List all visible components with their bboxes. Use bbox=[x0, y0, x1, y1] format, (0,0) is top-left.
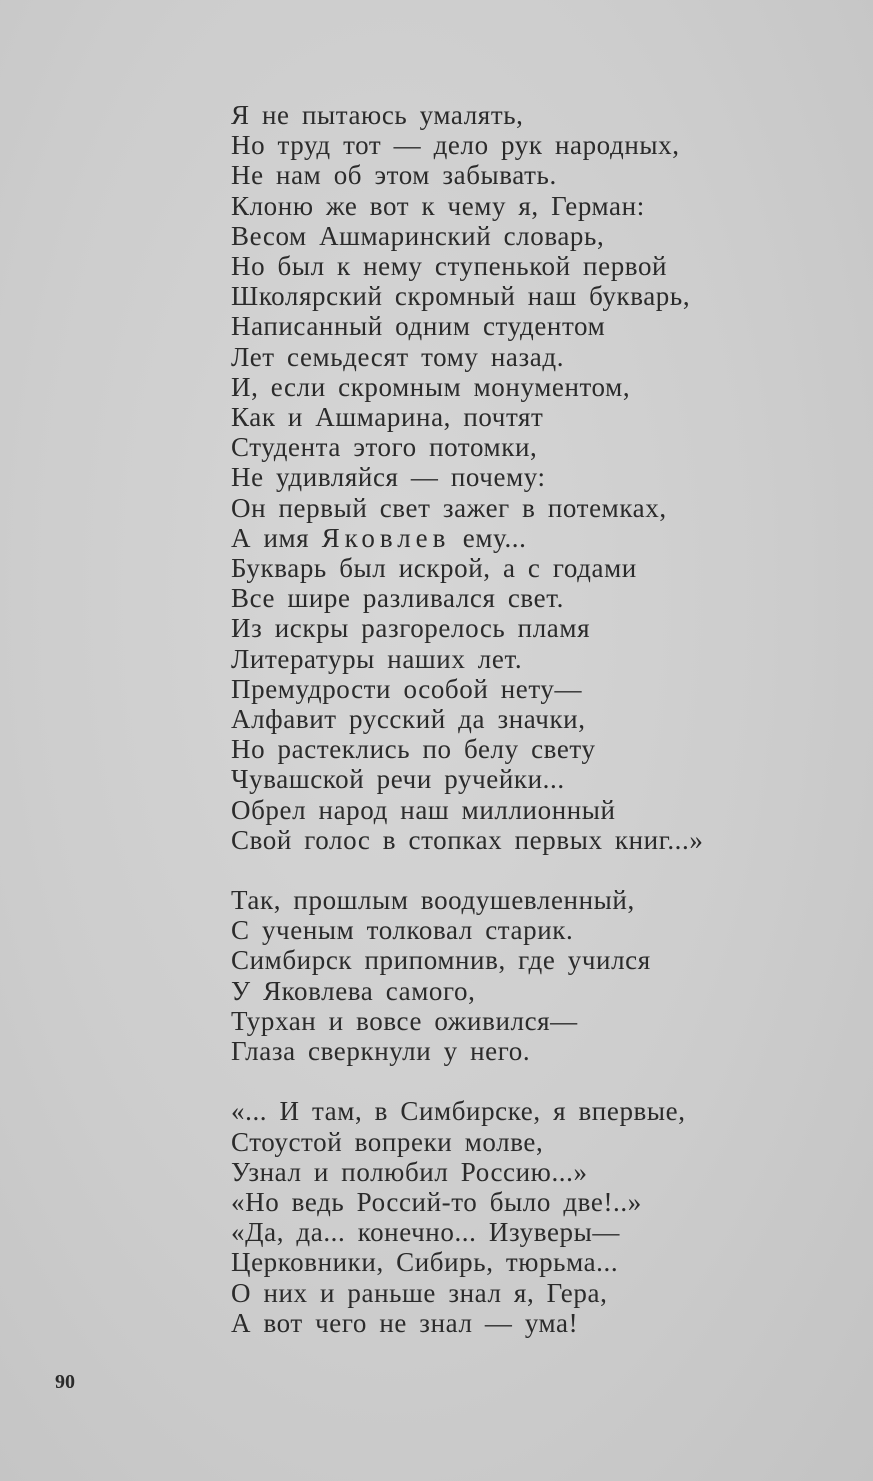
poem-line: Чувашской речи ручейки... bbox=[231, 764, 565, 795]
poem-line: Весом Ашмаринский словарь, bbox=[231, 220, 605, 251]
poem-line: Глаза сверкнули у него. bbox=[231, 1036, 531, 1067]
poem-line: Премудрости особой нету— bbox=[231, 673, 583, 704]
poem-line: С ученым толковал старик. bbox=[231, 915, 574, 946]
poem-line: А вот чего не знал — ума! bbox=[231, 1307, 579, 1338]
poem-line: Я не пытаюсь умалять, bbox=[231, 100, 524, 130]
poem-line: Но был к нему ступенькой первой bbox=[231, 251, 668, 282]
poem-line: Но труд тот — дело рук народных, bbox=[231, 130, 680, 161]
poem-line: Букварь был искрой, а с годами bbox=[231, 553, 637, 584]
poem-line: Не удивляйся — почему: bbox=[231, 462, 546, 493]
poem-line: Стоустой вопреки молве, bbox=[231, 1126, 544, 1157]
page-number: 90 bbox=[55, 1371, 75, 1393]
stanza-3 bbox=[231, 1096, 831, 1338]
poem-line-spaced-name bbox=[231, 523, 831, 553]
poem-line: У Яковлева самого, bbox=[231, 975, 476, 1006]
poem-line: Турхан и вовсе оживился— bbox=[231, 1005, 578, 1036]
stanza-2 bbox=[231, 885, 831, 1066]
poem-line: Церковники, Сибирь, тюрьма... bbox=[231, 1247, 619, 1278]
poem-line: Клоню же вот к чему я, Герман: bbox=[231, 190, 645, 221]
spaced-name: Яковлев bbox=[321, 522, 451, 553]
poem-line: Литературы наших лет. bbox=[231, 643, 523, 674]
poem-line: Как и Ашмарина, почтят bbox=[231, 402, 544, 433]
line-prefix: А имя bbox=[231, 522, 322, 553]
poem-line: Все шире разливался свет. bbox=[231, 583, 564, 614]
line-suffix: ему... bbox=[450, 522, 527, 553]
poem-line: Не нам об этом забывать. bbox=[231, 160, 557, 191]
poem-line: Но растеклись по белу свету bbox=[231, 734, 596, 765]
poem-line: Алфавит русский да значки, bbox=[231, 704, 586, 735]
poem-line: Так, прошлым воодушевленный, bbox=[231, 885, 635, 916]
poem-line: «Но ведь Россий-то было две!..» bbox=[231, 1186, 642, 1217]
poem-line: Лет семьдесят тому назад. bbox=[231, 341, 565, 372]
poem-line: Из искры разгорелось пламя bbox=[231, 613, 591, 644]
poem-line: О них и раньше знал я, Гера, bbox=[231, 1277, 608, 1308]
poem-line: Узнал и полюбил Россию...» bbox=[231, 1156, 588, 1187]
poem-line: Написанный одним студентом bbox=[231, 311, 606, 342]
poem-line: «Да, да... конечно... Изуверы— bbox=[231, 1217, 620, 1248]
poem-line: Школярский скромный наш букварь, bbox=[231, 281, 691, 312]
stanza-1 bbox=[231, 100, 831, 855]
poem-line: Симбирск припомнив, где учился bbox=[231, 945, 651, 976]
poem-line: Свой голос в стопках первых книг...» bbox=[231, 824, 704, 855]
poem-text bbox=[231, 100, 831, 1338]
poem-line: Обрел народ наш миллионный bbox=[231, 794, 616, 825]
poem-line: И, если скромным монументом, bbox=[231, 371, 631, 402]
poem-line: Студента этого потомки, bbox=[231, 432, 538, 463]
poem-line: «... И там, в Симбирске, я впервые, bbox=[231, 1096, 686, 1127]
poem-line: Он первый свет зажег в потемках, bbox=[231, 492, 667, 523]
